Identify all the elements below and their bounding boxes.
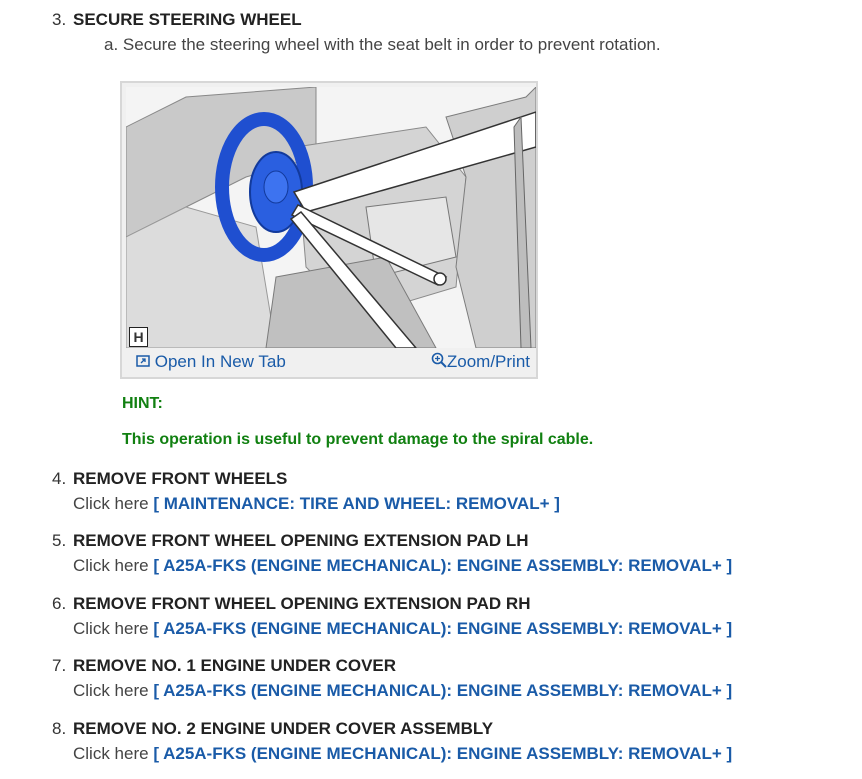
- click-here-text: Click here: [73, 744, 149, 763]
- reference-link[interactable]: [ A25A-FKS (ENGINE MECHANICAL): ENGINE ASSEMBLY: REMOVAL+ ]: [153, 556, 733, 575]
- reference-link[interactable]: [ A25A-FKS (ENGINE MECHANICAL): ENGINE ASSEMBLY: REMOVAL+ ]: [153, 619, 733, 638]
- click-here-row: [73, 619, 732, 639]
- hint-label: HINT:: [122, 395, 163, 412]
- zoom-print-label: Zoom/Print: [446, 352, 530, 371]
- open-new-tab-label: Open In New Tab: [154, 352, 286, 371]
- zoom-icon: [431, 352, 447, 368]
- click-here-row: [73, 556, 732, 576]
- click-here-text: Click here: [73, 494, 149, 513]
- step-number: 6.: [52, 594, 67, 613]
- figure-toolbar: [122, 349, 536, 377]
- step-8: [52, 719, 493, 739]
- click-here-row: [73, 681, 732, 701]
- reference-link[interactable]: [ MAINTENANCE: TIRE AND WHEEL: REMOVAL+ ]: [153, 494, 560, 513]
- step-title: REMOVE FRONT WHEELS: [73, 469, 288, 488]
- illustration-figure: [120, 81, 538, 379]
- step-3: [52, 10, 302, 30]
- click-here-text: Click here: [73, 619, 149, 638]
- step-6: [52, 594, 530, 614]
- zoom-print-link[interactable]: [431, 352, 530, 372]
- step-7: [52, 656, 396, 676]
- step-title: REMOVE NO. 2 ENGINE UNDER COVER ASSEMBLY: [73, 719, 494, 738]
- click-here-text: Click here: [73, 681, 149, 700]
- reference-link[interactable]: [ A25A-FKS (ENGINE MECHANICAL): ENGINE ASSEMBLY: REMOVAL+ ]: [153, 681, 733, 700]
- step-number: 7.: [52, 656, 67, 675]
- click-here-row: [73, 744, 732, 764]
- step-number: 5.: [52, 531, 67, 550]
- reference-link[interactable]: [ A25A-FKS (ENGINE MECHANICAL): ENGINE ASSEMBLY: REMOVAL+ ]: [153, 744, 733, 763]
- open-new-tab-icon: [136, 354, 150, 368]
- step-5: [52, 531, 529, 551]
- steering-wheel-illustration: [126, 87, 536, 348]
- step-number: 8.: [52, 719, 67, 738]
- substep-a: a. Secure the steering wheel with the seat belt in order to prevent rotation.: [104, 35, 661, 54]
- step-4: [52, 469, 287, 489]
- step-title: REMOVE FRONT WHEEL OPENING EXTENSION PAD RH: [73, 594, 531, 613]
- step-title: REMOVE NO. 1 ENGINE UNDER COVER: [73, 656, 397, 675]
- click-here-text: Click here: [73, 556, 149, 575]
- step-title: SECURE STEERING WHEEL: [73, 10, 302, 29]
- open-new-tab-link[interactable]: [136, 352, 286, 372]
- step-number: 3.: [52, 10, 67, 29]
- illustration-svg: [126, 87, 536, 348]
- click-here-row: [73, 494, 560, 514]
- hint-text: This operation is useful to prevent damage to the spiral cable.: [122, 431, 594, 448]
- step-title: REMOVE FRONT WHEEL OPENING EXTENSION PAD LH: [73, 531, 529, 550]
- figure-label: H: [129, 327, 148, 347]
- step-number: 4.: [52, 469, 67, 488]
